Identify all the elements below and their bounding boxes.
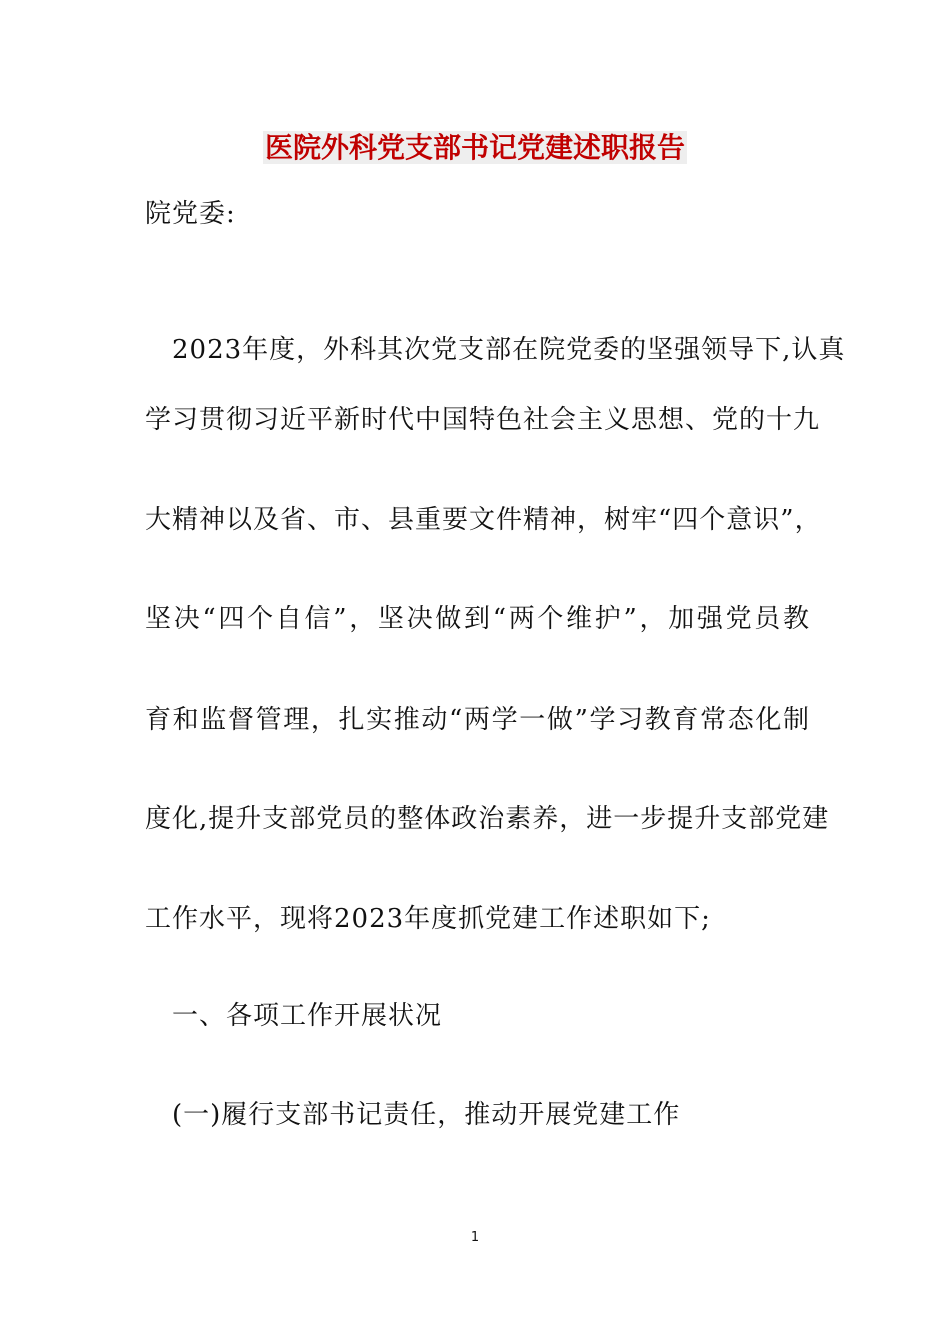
paragraph-line-2: 学习贯彻习近平新时代中国特色社会主义思想、党的十九 (145, 405, 821, 435)
paragraph-line-3: 大精神以及省、市、县重要文件精神，树牢“四个意识”， (145, 505, 822, 535)
paragraph-line-7: 工作水平，现将2023年度抓党建工作述职如下; (145, 904, 711, 934)
section-heading: 一、各项工作开展状况 (172, 1001, 443, 1031)
page-number: 1 (470, 1230, 480, 1245)
document-title (0, 128, 950, 168)
subsection-heading: (一)履行支部书记责任，推动开展党建工作 (172, 1100, 681, 1130)
salutation: 院党委: (145, 199, 236, 229)
paragraph-line-5: 育和监督管理，扎实推动“两学一做”学习教育常态化制 (145, 705, 810, 735)
paragraph-line-6: 度化,提升支部党员的整体政治素养，进一步提升支部党建 (145, 804, 830, 834)
paragraph-line-1: 2023年度，外科其次党支部在院党委的坚强领导下,认真 (172, 335, 846, 365)
document-title-text: 医院外科党支部书记党建述职报告 (264, 131, 685, 164)
paragraph-line-4: 坚决“四个自信”，坚决做到“两个维护”，加强党员教 (145, 604, 810, 634)
